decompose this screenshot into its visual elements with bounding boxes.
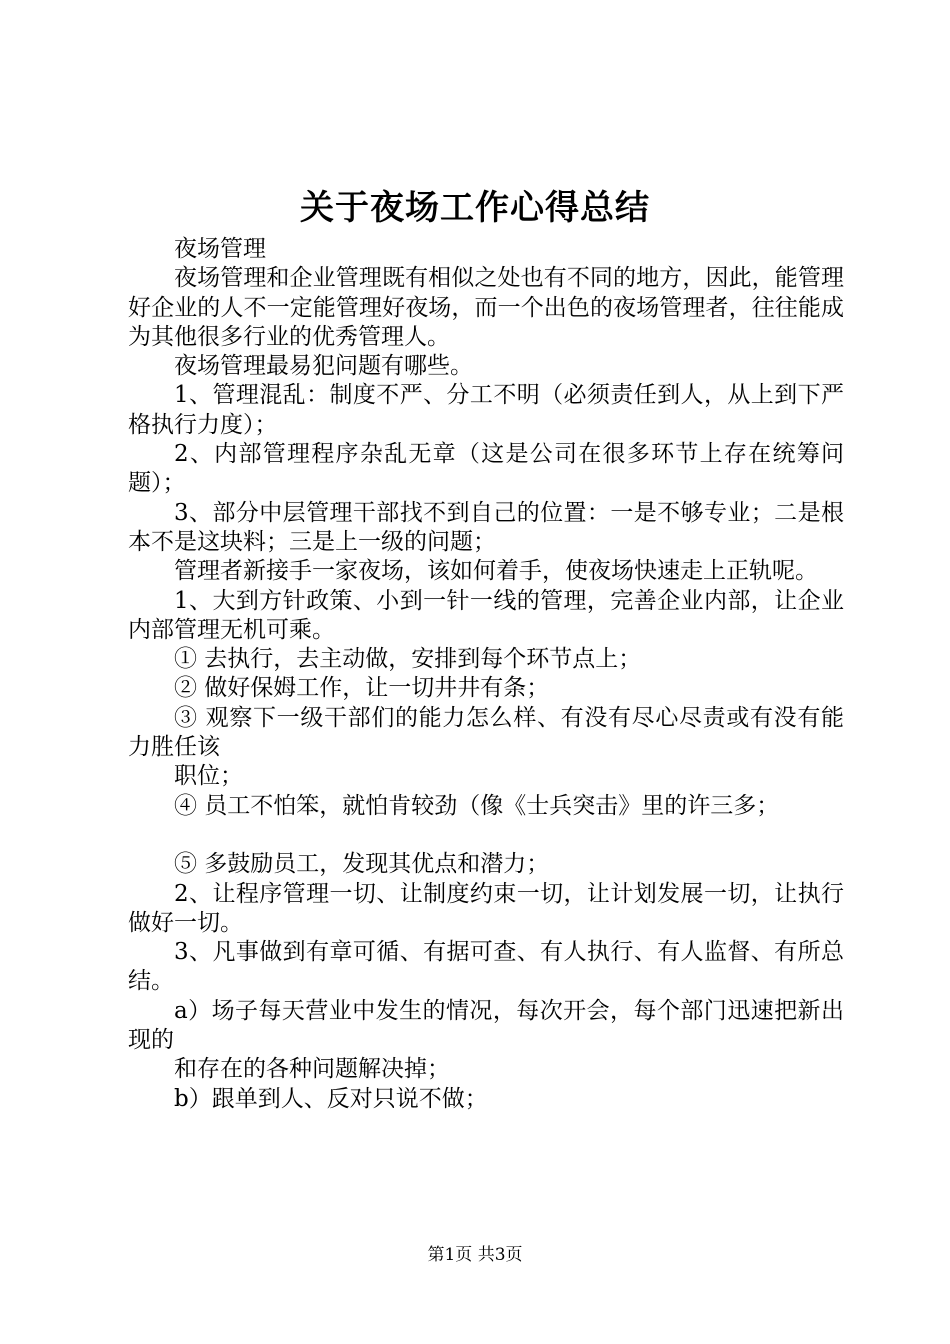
paragraph: 和存在的各种问题解决掉；: [174, 1056, 450, 1083]
paragraph: 1、大到方针政策、小到一针一线的管理，完善企业内部，让企业内部管理无机可乘。: [128, 587, 844, 643]
paragraph: ③ 观察下一级干部们的能力怎么样、有没有尽心尽责或有没有能力胜任该: [128, 704, 844, 761]
paragraph: 2、内部管理程序杂乱无章（这是公司在很多环节上存在统筹问题）；: [128, 441, 844, 497]
paragraph: ⑤ 多鼓励员工，发现其优点和潜力；: [174, 851, 550, 878]
blank-line: [128, 821, 844, 850]
paragraph: 夜场管理最易犯问题有哪些。: [174, 353, 473, 380]
paragraph: a）场子每天营业中发生的情况，每次开会，每个部门迅速把新出现的: [128, 997, 844, 1054]
paragraph: 夜场管理: [174, 236, 266, 262]
paragraph: 职位；: [174, 763, 243, 790]
paragraph: ① 去执行，去主动做，安排到每个环节点上；: [174, 646, 642, 673]
paragraph: b）跟单到人、反对只说不做；: [174, 1085, 488, 1112]
paragraph: 1、管理混乱：制度不严、分工不明（必须责任到人，从上到下严格执行力度）；: [128, 382, 844, 438]
page-number-footer: 第1页 共3页: [427, 1245, 523, 1265]
paragraph: 夜场管理和企业管理既有相似之处也有不同的地方，因此，能管理好企业的人不一定能管理好夜场，而一个出色的夜场管理者，往往能成为其他很多行业的优秀管理人。: [128, 265, 844, 350]
paragraph: 3、凡事做到有章可循、有据可查、有人执行、有人监督、有所总结。: [128, 939, 844, 995]
paragraph: 管理者新接手一家夜场，该如何着手，使夜场快速走上正轨呢。: [174, 558, 818, 585]
paragraph: 2、让程序管理一切、让制度约束一切，让计划发展一切，让执行做好一切。: [128, 880, 844, 936]
document-title: 关于夜场工作心得总结: [300, 188, 650, 228]
paragraph: ② 做好保姆工作，让一切井井有条；: [174, 675, 550, 702]
paragraph: ④ 员工不怕笨，就怕肯较劲（像《士兵突击》里的许三多；: [174, 792, 780, 819]
document-body: [128, 235, 844, 1114]
paragraph: 3、部分中层管理干部找不到自己的位置：一是不够专业；二是根本不是这块料；三是上一级的问题；: [128, 499, 844, 555]
